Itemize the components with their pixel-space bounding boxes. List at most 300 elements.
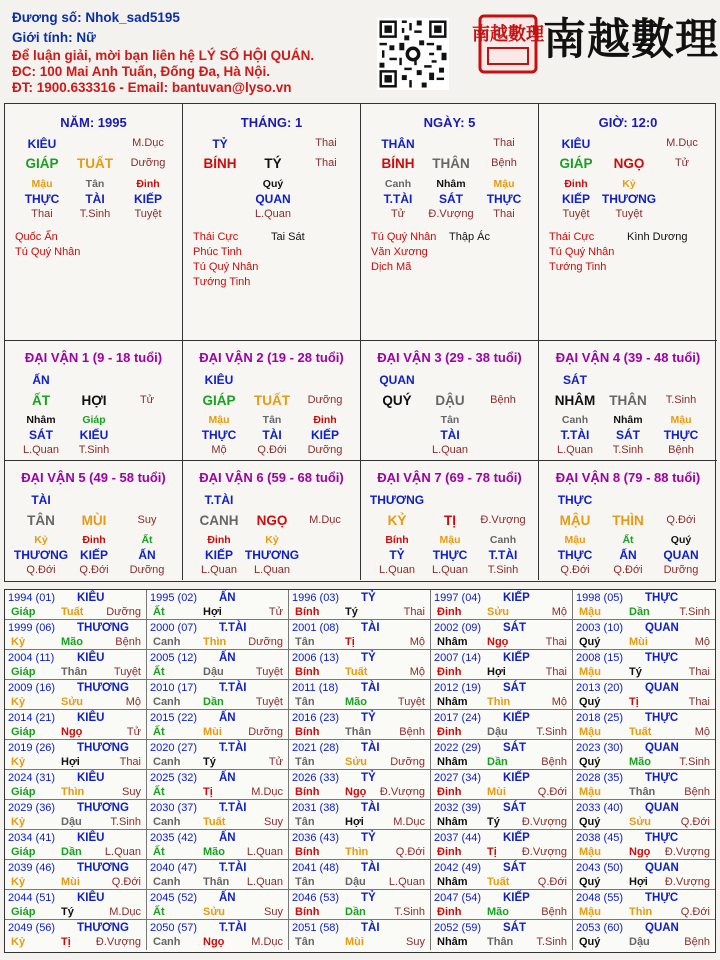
earthly-branch: NGỌ bbox=[256, 513, 288, 528]
life-stage: Suy bbox=[264, 816, 283, 828]
life-stage: Q.Đới bbox=[111, 876, 141, 888]
year-cell[interactable] bbox=[573, 770, 715, 800]
year-star: ẤN bbox=[219, 712, 236, 724]
earthly-branch: Mùi bbox=[203, 726, 222, 738]
year-cell[interactable] bbox=[289, 770, 431, 800]
year-star: KIÊU bbox=[77, 892, 105, 904]
pillar-cell bbox=[183, 104, 361, 341]
year-label: 2003 (10) bbox=[576, 622, 624, 634]
life-stage: L.Quan bbox=[431, 444, 469, 456]
heavenly-stem: Giáp bbox=[11, 666, 36, 678]
stars-left bbox=[193, 230, 258, 290]
life-stage: T.Sinh bbox=[487, 564, 519, 576]
year-star: TÀI bbox=[361, 682, 380, 694]
year-label: 2035 (42) bbox=[150, 832, 198, 844]
year-cell[interactable] bbox=[147, 920, 289, 950]
year-label: 2027 (34) bbox=[434, 772, 482, 784]
earthly-branch: DẬU bbox=[435, 393, 465, 408]
earthly-branch: Dần bbox=[345, 906, 366, 918]
year-label: 2044 (51) bbox=[8, 892, 56, 904]
year-cell[interactable] bbox=[431, 770, 573, 800]
year-label: 2038 (45) bbox=[576, 832, 624, 844]
hidden-stem: Tân bbox=[440, 414, 460, 426]
year-star: THƯƠNG bbox=[77, 622, 129, 634]
luck-pillar-title: ĐẠI VẬN 3 (29 - 38 tuổi) bbox=[377, 350, 522, 365]
earthly-branch: Tý bbox=[345, 606, 358, 618]
luck-star: ẤN bbox=[32, 373, 50, 387]
year-star: T.TÀI bbox=[219, 682, 247, 694]
luck-pillar-cell bbox=[183, 461, 361, 580]
earthly-branch: Sửu bbox=[487, 606, 510, 618]
life-stage: Tuyệt bbox=[255, 666, 283, 678]
year-cell[interactable] bbox=[289, 830, 431, 860]
heavenly-stem: Đinh bbox=[437, 666, 462, 678]
heavenly-stem: Đinh bbox=[437, 786, 462, 798]
year-cell[interactable] bbox=[573, 650, 715, 680]
life-stage: Q.Đới bbox=[257, 444, 287, 456]
year-star: TÀI bbox=[361, 622, 380, 634]
year-label: 2018 (25) bbox=[576, 712, 624, 724]
luck-star: THỰC bbox=[557, 493, 593, 507]
year-cell[interactable] bbox=[431, 710, 573, 740]
heavenly-stem: Quý bbox=[579, 936, 601, 948]
luck-pillar-title: ĐẠI VẬN 8 (79 - 88 tuổi) bbox=[555, 470, 701, 485]
luck-pillar-cell bbox=[183, 341, 361, 461]
year-star: SÁT bbox=[503, 922, 526, 934]
life-stage: Đ.Vượng bbox=[664, 876, 710, 888]
year-cell[interactable] bbox=[573, 620, 715, 650]
year-cell[interactable] bbox=[289, 860, 431, 890]
earthly-branch: Ngọ bbox=[61, 726, 83, 738]
earthly-branch: TÝ bbox=[264, 156, 282, 171]
earthly-branch: Tị bbox=[629, 696, 639, 708]
year-label: 2040 (47) bbox=[150, 862, 198, 874]
year-cell[interactable] bbox=[431, 920, 573, 950]
year-cell[interactable] bbox=[431, 650, 573, 680]
year-cell[interactable] bbox=[431, 740, 573, 770]
year-star: T.TÀI bbox=[219, 622, 247, 634]
year-star: KIẾP bbox=[503, 652, 530, 664]
year-cell[interactable] bbox=[147, 800, 289, 830]
year-star: ẤN bbox=[219, 652, 236, 664]
earthly-branch: Ngọ bbox=[345, 786, 367, 798]
year-label: 2026 (33) bbox=[292, 772, 340, 784]
life-stage: Thai bbox=[493, 208, 515, 220]
heavenly-stem: Tân bbox=[295, 696, 315, 708]
auxiliary-star: Kình Dương bbox=[627, 231, 688, 243]
life-stage: Suy bbox=[122, 786, 141, 798]
hidden-stem: Quý bbox=[262, 178, 284, 190]
year-cell[interactable] bbox=[147, 860, 289, 890]
year-star: KIẾP bbox=[503, 772, 530, 784]
hidden-stem: Mậu bbox=[670, 414, 692, 426]
year-cell[interactable] bbox=[289, 680, 431, 710]
year-label: 2037 (44) bbox=[434, 832, 482, 844]
earthly-branch: TUẤT bbox=[77, 156, 113, 171]
heavenly-stem: Nhâm bbox=[437, 696, 468, 708]
earthly-branch: Hợi bbox=[61, 756, 80, 768]
earthly-branch: Dần bbox=[629, 606, 650, 618]
earthly-branch: Tuất bbox=[629, 726, 652, 738]
heavenly-stem: Canh bbox=[153, 876, 181, 888]
earthly-branch: Hợi bbox=[629, 876, 648, 888]
luck-star: TÀI bbox=[31, 493, 51, 507]
luck-phase: Suy bbox=[137, 514, 157, 526]
luck-phase: Bệnh bbox=[490, 394, 516, 406]
earthly-branch: Dần bbox=[61, 846, 82, 858]
year-star: TÀI bbox=[361, 802, 380, 814]
life-stage: Đ.Vượng bbox=[521, 846, 567, 858]
heavenly-stem: Tân bbox=[295, 876, 315, 888]
pillar-cell bbox=[361, 104, 539, 341]
year-cell[interactable] bbox=[573, 920, 715, 950]
pillar-title: NĂM: 1995 bbox=[60, 115, 127, 130]
pillar-star: TỶ bbox=[212, 137, 228, 151]
year-cell[interactable] bbox=[5, 920, 147, 950]
life-stage: Dưỡng bbox=[663, 564, 699, 576]
ten-god: THỰC bbox=[201, 428, 237, 442]
stars-left bbox=[371, 230, 436, 275]
year-cell[interactable] bbox=[431, 590, 573, 620]
earthly-branch: Sửu bbox=[61, 696, 84, 708]
luck-pillar-title: ĐẠI VẬN 6 (59 - 68 tuổi) bbox=[199, 470, 344, 485]
earthly-branch: Mão bbox=[203, 846, 225, 858]
hidden-stem: Đinh bbox=[82, 534, 106, 546]
year-cell[interactable] bbox=[147, 590, 289, 620]
year-star: THƯƠNG bbox=[77, 742, 129, 754]
year-cell[interactable] bbox=[147, 650, 289, 680]
year-cell[interactable] bbox=[573, 860, 715, 890]
earthly-branch: THÌN bbox=[612, 513, 644, 528]
heavenly-stem: Nhâm bbox=[437, 636, 468, 648]
heavenly-stem: Giáp bbox=[11, 786, 36, 798]
ten-god: T.TÀI bbox=[383, 192, 413, 206]
earthly-branch: THÂN bbox=[432, 156, 470, 171]
year-cell[interactable] bbox=[573, 800, 715, 830]
earthly-branch: NGỌ bbox=[613, 156, 645, 171]
year-cell[interactable] bbox=[573, 890, 715, 920]
stars-right bbox=[627, 230, 687, 245]
year-star: QUAN bbox=[645, 622, 679, 634]
year-cell[interactable] bbox=[147, 740, 289, 770]
earthly-branch: Dậu bbox=[345, 876, 366, 888]
ten-god: THỰC bbox=[663, 428, 699, 442]
luck-pillar-cell bbox=[5, 461, 183, 580]
ten-god: THƯƠNG bbox=[13, 548, 69, 562]
year-cell[interactable] bbox=[5, 890, 147, 920]
year-cell[interactable] bbox=[147, 620, 289, 650]
heavenly-stem: Giáp bbox=[11, 906, 36, 918]
life-stage: L.Quan bbox=[104, 846, 141, 858]
luck-phase: M.Dục bbox=[309, 514, 341, 526]
earthly-branch: Dậu bbox=[203, 666, 224, 678]
earthly-branch: Tý bbox=[61, 906, 74, 918]
life-stage: Q.Đới bbox=[537, 786, 567, 798]
year-star: QUAN bbox=[645, 862, 679, 874]
year-label: 2022 (29) bbox=[434, 742, 482, 754]
year-label: 2031 (38) bbox=[292, 802, 340, 814]
year-cell[interactable] bbox=[5, 680, 147, 710]
earthly-branch: Mùi bbox=[487, 786, 506, 798]
year-cell[interactable] bbox=[5, 800, 147, 830]
year-label: 2013 (20) bbox=[576, 682, 624, 694]
heavenly-stem: Quý bbox=[579, 636, 601, 648]
life-stage: Tử bbox=[126, 726, 141, 738]
luck-pillar-cell bbox=[361, 461, 539, 580]
luck-star: SÁT bbox=[563, 373, 587, 387]
year-cell[interactable] bbox=[289, 920, 431, 950]
year-label: 2024 (31) bbox=[8, 772, 56, 784]
life-stage: Tuyệt bbox=[615, 208, 643, 220]
pillar-cell bbox=[539, 104, 717, 341]
year-label: 2048 (55) bbox=[576, 892, 624, 904]
auxiliary-star: Dịch Mã bbox=[371, 261, 412, 273]
year-cell[interactable] bbox=[5, 770, 147, 800]
heavenly-stem: Đinh bbox=[437, 846, 462, 858]
year-star: TỶ bbox=[361, 712, 376, 724]
pillar-phase: Tử bbox=[674, 157, 690, 169]
year-star: THỰC bbox=[645, 892, 679, 904]
heavenly-stem: Mậu bbox=[579, 906, 601, 918]
year-cell[interactable] bbox=[5, 590, 147, 620]
year-label: 2041 (48) bbox=[292, 862, 340, 874]
year-cell[interactable] bbox=[289, 740, 431, 770]
year-label: 2050 (57) bbox=[150, 922, 198, 934]
hidden-stem: Ất bbox=[622, 534, 634, 546]
life-stage: T.Sinh bbox=[110, 816, 141, 828]
year-cell[interactable] bbox=[431, 680, 573, 710]
earthly-branch: Hợi bbox=[345, 816, 364, 828]
earthly-branch: THÂN bbox=[609, 393, 647, 408]
heavenly-stem: Canh bbox=[153, 936, 181, 948]
hidden-stem: Mậu bbox=[439, 534, 461, 546]
year-cell[interactable] bbox=[5, 740, 147, 770]
year-label: 2017 (24) bbox=[434, 712, 482, 724]
heavenly-stem: KỶ bbox=[387, 513, 407, 528]
earthly-branch: Tuất bbox=[487, 876, 510, 888]
year-cell[interactable] bbox=[147, 890, 289, 920]
life-stage: Mộ bbox=[211, 444, 227, 456]
year-cell[interactable] bbox=[573, 590, 715, 620]
year-label: 2053 (60) bbox=[576, 922, 624, 934]
heavenly-stem: Mậu bbox=[579, 786, 601, 798]
ten-god: KIẾP bbox=[561, 192, 590, 206]
earthly-branch: Sửu bbox=[629, 816, 652, 828]
heavenly-stem: Quý bbox=[579, 816, 601, 828]
year-cell[interactable] bbox=[147, 770, 289, 800]
hidden-stem: Kỷ bbox=[34, 534, 48, 546]
life-stage: L.Quan bbox=[254, 208, 292, 220]
year-label: 2009 (16) bbox=[8, 682, 56, 694]
life-stage: Tử bbox=[390, 208, 406, 220]
life-stage: Thai bbox=[403, 606, 425, 618]
year-cell[interactable] bbox=[289, 620, 431, 650]
year-star: KIÊU bbox=[77, 772, 105, 784]
auxiliary-star: Quốc Ấn bbox=[15, 231, 58, 243]
heavenly-stem: Kỷ bbox=[11, 696, 26, 708]
pillar-extra: M.Dục bbox=[666, 137, 698, 149]
life-stage: L.Quan bbox=[431, 564, 469, 576]
earthly-branch: Ngọ bbox=[487, 636, 509, 648]
heavenly-stem: GIÁP bbox=[25, 156, 59, 171]
hidden-stem: Đinh bbox=[313, 414, 337, 426]
pillar-cell bbox=[5, 104, 183, 341]
life-stage: L.Quan bbox=[253, 564, 291, 576]
earthly-branch: Thân bbox=[629, 786, 656, 798]
year-cell[interactable] bbox=[289, 590, 431, 620]
earthly-branch: Mùi bbox=[345, 936, 364, 948]
earthly-branch: Ngọ bbox=[203, 936, 225, 948]
year-star: KIÊU bbox=[77, 832, 105, 844]
year-label: 2015 (22) bbox=[150, 712, 198, 724]
hidden-stem: Mậu bbox=[564, 534, 586, 546]
heavenly-stem: Tân bbox=[295, 816, 315, 828]
year-cell[interactable] bbox=[431, 620, 573, 650]
life-stage: M.Dục bbox=[393, 816, 425, 828]
heavenly-stem: Đinh bbox=[437, 726, 462, 738]
life-stage: Tuyệt bbox=[397, 696, 425, 708]
year-label: 2029 (36) bbox=[8, 802, 56, 814]
qr-code-icon[interactable] bbox=[377, 18, 449, 90]
year-star: T.TÀI bbox=[219, 802, 247, 814]
year-label: 2004 (11) bbox=[8, 652, 55, 664]
year-cell[interactable] bbox=[289, 710, 431, 740]
header bbox=[0, 0, 720, 102]
heavenly-stem: Mậu bbox=[579, 666, 601, 678]
year-label: 2006 (13) bbox=[292, 652, 340, 664]
ten-god: SÁT bbox=[29, 428, 53, 442]
pillar-phase: Dưỡng bbox=[130, 157, 166, 169]
heavenly-stem: Tân bbox=[295, 936, 315, 948]
year-cell[interactable] bbox=[5, 860, 147, 890]
year-cell[interactable] bbox=[289, 890, 431, 920]
year-label: 2005 (12) bbox=[150, 652, 198, 664]
life-stage: L.Quan bbox=[388, 876, 425, 888]
year-star: QUAN bbox=[645, 802, 679, 814]
year-star: THƯƠNG bbox=[77, 922, 129, 934]
year-star: KIÊU bbox=[77, 592, 105, 604]
life-stage: Tuyệt bbox=[562, 208, 590, 220]
year-star: THỰC bbox=[645, 652, 679, 664]
year-star: TỶ bbox=[361, 592, 376, 604]
year-label: 2043 (50) bbox=[576, 862, 624, 874]
life-stage: Dưỡng bbox=[390, 756, 425, 768]
heavenly-stem: Bính bbox=[295, 666, 320, 678]
life-stage: Tuyệt bbox=[255, 696, 283, 708]
year-label: 2016 (23) bbox=[292, 712, 340, 724]
year-star: TỶ bbox=[361, 892, 376, 904]
ten-god: T.TÀI bbox=[560, 428, 590, 442]
life-stage: Mộ bbox=[409, 636, 425, 648]
year-cell[interactable] bbox=[289, 800, 431, 830]
year-star: THƯƠNG bbox=[77, 682, 129, 694]
earthly-branch: Hợi bbox=[487, 666, 506, 678]
auxiliary-star: Tú Quý Nhân bbox=[549, 246, 615, 258]
ten-god: ẤN bbox=[619, 548, 637, 562]
year-cell[interactable] bbox=[5, 830, 147, 860]
year-label: 1994 (01) bbox=[8, 592, 56, 604]
year-star: KIẾP bbox=[503, 712, 530, 724]
year-star: T.TÀI bbox=[219, 922, 247, 934]
life-stage: Q.Đới bbox=[26, 564, 56, 576]
ten-god: QUAN bbox=[255, 192, 291, 206]
ten-god: THỰC bbox=[486, 192, 522, 206]
heavenly-stem: Bính bbox=[295, 786, 320, 798]
auxiliary-star: Tú Quý Nhân bbox=[193, 261, 259, 273]
life-stage: Đ.Vượng bbox=[428, 208, 474, 220]
hidden-stem: Kỷ bbox=[265, 534, 279, 546]
heavenly-stem: Canh bbox=[153, 816, 181, 828]
auxiliary-star: Văn Xương bbox=[371, 246, 428, 258]
year-cell[interactable] bbox=[147, 830, 289, 860]
year-cell[interactable] bbox=[147, 680, 289, 710]
luck-pillar-cell bbox=[5, 341, 183, 461]
contact-phone-email: ĐT: 1900.633316 - Email: bantuvan@lyso.vn bbox=[12, 80, 292, 95]
year-star: SÁT bbox=[503, 862, 526, 874]
year-cell[interactable] bbox=[573, 740, 715, 770]
life-stage: Bệnh bbox=[399, 726, 425, 738]
year-cell[interactable] bbox=[431, 800, 573, 830]
life-stage: L.Quan bbox=[246, 846, 283, 858]
year-cell[interactable] bbox=[431, 860, 573, 890]
year-cell[interactable] bbox=[5, 650, 147, 680]
year-star: THỰC bbox=[645, 772, 679, 784]
earthly-branch: Thân bbox=[61, 666, 88, 678]
life-stage: Q.Đới bbox=[79, 564, 109, 576]
earthly-branch: Dậu bbox=[629, 936, 650, 948]
heavenly-stem: Ất bbox=[153, 846, 165, 858]
earthly-branch: Sửu bbox=[203, 906, 226, 918]
year-cell[interactable] bbox=[5, 710, 147, 740]
ten-god: SÁT bbox=[439, 192, 463, 206]
ten-god: TÀI bbox=[85, 192, 105, 206]
year-cell[interactable] bbox=[147, 710, 289, 740]
year-label: 1997 (04) bbox=[434, 592, 482, 604]
year-cell[interactable] bbox=[5, 620, 147, 650]
auxiliary-star: Thập Ác bbox=[449, 231, 490, 243]
year-label: 2012 (19) bbox=[434, 682, 482, 694]
heavenly-stem: Quý bbox=[579, 876, 601, 888]
life-stage: Bệnh bbox=[684, 786, 710, 798]
life-stage: L.Quan bbox=[200, 564, 238, 576]
life-stage: Mộ bbox=[551, 606, 567, 618]
year-star: KIÊU bbox=[77, 652, 105, 664]
heavenly-stem: CANH bbox=[199, 513, 239, 528]
year-cell[interactable] bbox=[573, 830, 715, 860]
earthly-branch: Tị bbox=[345, 636, 355, 648]
life-stage: Tuyệt bbox=[113, 666, 141, 678]
life-stage: Thai bbox=[119, 756, 141, 768]
year-cell[interactable] bbox=[289, 650, 431, 680]
ten-god: TÀI bbox=[440, 428, 460, 442]
year-cell[interactable] bbox=[573, 680, 715, 710]
pillar-title: THÁNG: 1 bbox=[240, 115, 303, 130]
year-cell[interactable] bbox=[431, 890, 573, 920]
year-label: 2033 (40) bbox=[576, 802, 624, 814]
earthly-branch: Tý bbox=[203, 756, 216, 768]
year-label: 2020 (27) bbox=[150, 742, 198, 754]
auxiliary-star: Thái Cực bbox=[549, 231, 595, 243]
contact-invite: Để luận giải, mời bạn liên hệ LÝ SỐ HỘI QUÁN. bbox=[12, 48, 315, 63]
heavenly-stem: GIÁP bbox=[559, 156, 593, 171]
luck-star: T.TÀI bbox=[204, 493, 234, 507]
life-stage: Q.Đới bbox=[680, 906, 710, 918]
life-stage: M.Dục bbox=[109, 906, 141, 918]
earthly-branch: Thân bbox=[487, 936, 514, 948]
hidden-stem: Đinh bbox=[207, 534, 231, 546]
year-cell[interactable] bbox=[573, 710, 715, 740]
year-cell[interactable] bbox=[431, 830, 573, 860]
